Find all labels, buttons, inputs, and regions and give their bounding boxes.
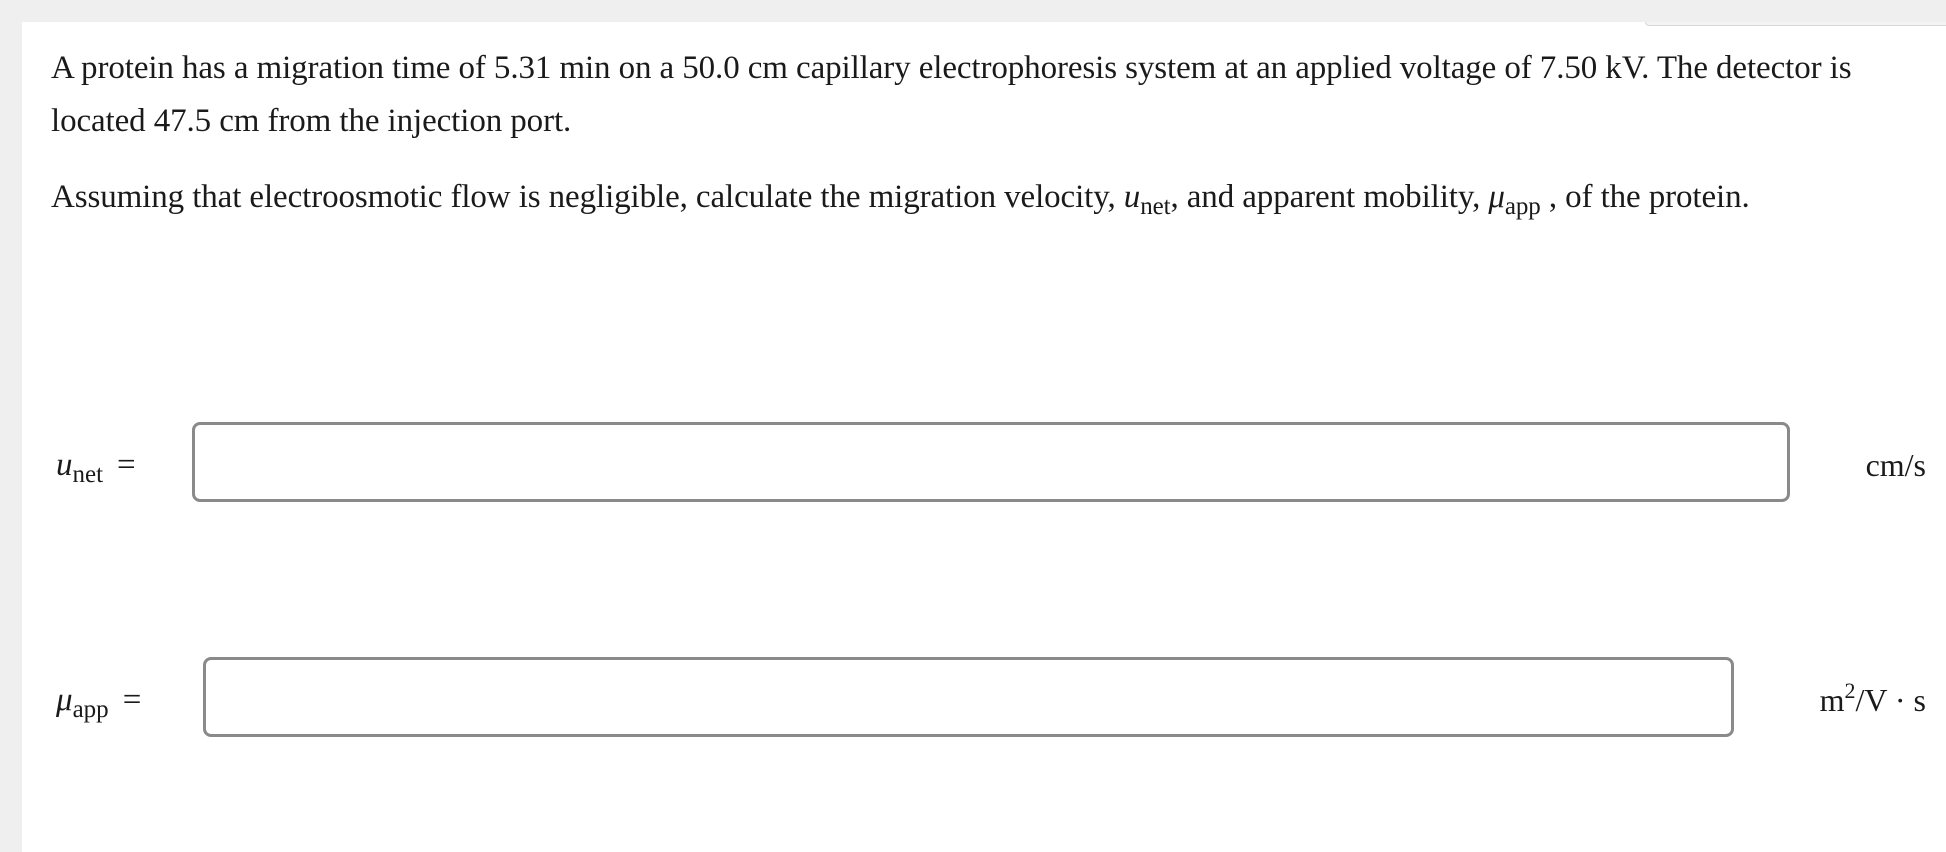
u-net-input[interactable] — [192, 422, 1790, 502]
question-text-start: Assuming that electroosmotic flow is negligible, calculate the migration velocity, — [51, 179, 1116, 215]
question-text-middle: , and apparent mobility, — [1170, 179, 1481, 215]
mu-app-answer-row — [22, 657, 1946, 743]
u-net-unit: cm/s — [1865, 447, 1926, 483]
mu-app-label: $\mu_{app}$ = — [56, 682, 142, 723]
question-paragraph-1: A protein has a migration time of 5.31 min on a 50.0 cm capillary electrophoresis system at an applied voltage of 7.50 kV. The detector is located 47.5 cm from the injection port. — [51, 50, 1852, 139]
question-text-end: , of the protein. — [1548, 179, 1750, 215]
question-card — [22, 22, 1946, 852]
u-net-symbol: $u_{net}$ — [1123, 179, 1171, 220]
u-net-answer-row — [22, 422, 1946, 508]
mu-app-symbol: $\mu_{app}$ — [1488, 179, 1541, 220]
question-paragraph-2 — [51, 171, 1791, 226]
mu-app-unit: $m^2/V \cdot s$ — [1819, 678, 1926, 718]
u-net-label: $u_{net}$ = — [56, 447, 136, 488]
corner-tab — [1645, 22, 1946, 26]
mu-app-input[interactable] — [203, 657, 1734, 737]
